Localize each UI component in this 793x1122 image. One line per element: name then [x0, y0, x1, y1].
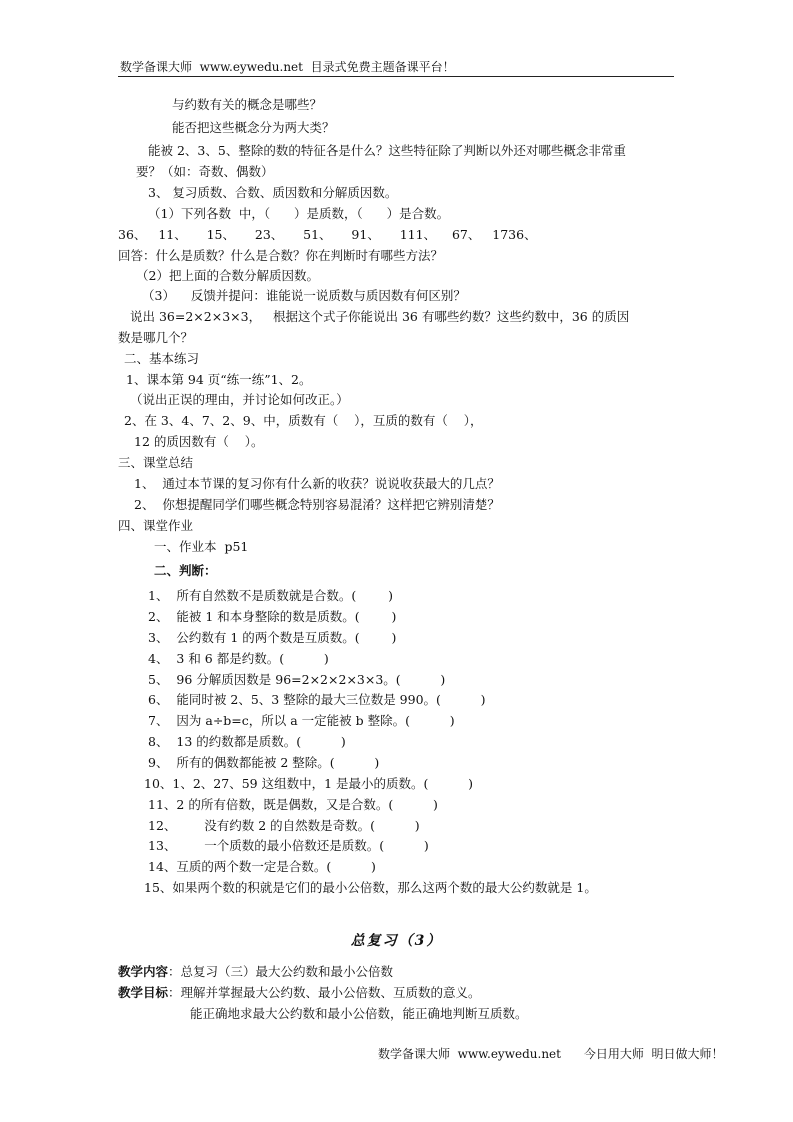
- page-header: 数学备课大师 www.eywedu.net 目录式免费主题备课平台！: [120, 60, 455, 74]
- text-line: 13、 一个质数的最小倍数还是质数。( ): [148, 838, 429, 853]
- text-line: 能否把这些概念分为两大类？: [172, 120, 335, 135]
- text-line: 6、 能同时被 2、5、3 整除的最大三位数是 990。( ): [148, 692, 486, 707]
- text-line: 3、 复习质数、合数、质因数和分解质因数。: [148, 185, 398, 200]
- text-line: 2、 能被 1 和本身整除的数是质数。( ): [148, 609, 397, 624]
- text-line: 9、 所有的偶数都能被 2 整除。( ): [148, 755, 380, 770]
- header-rule: [118, 76, 674, 77]
- teaching-content-text: ：总复习（三）最大公约数和最小公倍数: [168, 964, 394, 979]
- teaching-content-label: 教学内容: [118, 964, 169, 979]
- text-line: 12、 没有约数 2 的自然数是奇数。( ): [148, 818, 420, 833]
- text-line: 2、 你想提醒同学们哪些概念特别容易混淆？这样把它辨别清楚？: [134, 497, 500, 512]
- text-line: 一、作业本 p51: [154, 539, 249, 554]
- text-line: 7、 因为 a÷b=c，所以 a 一定能被 b 整除。( ): [148, 713, 455, 728]
- page-footer: 数学备课大师 www.eywedu.net 今日用大师 明日做大师！: [378, 1047, 724, 1061]
- text-line: 要？（如：奇数、偶数）: [136, 164, 274, 179]
- text-line: 回答：什么是质数？什么是合数？你在判断时有哪些方法？: [118, 248, 444, 263]
- teaching-goal: [118, 985, 481, 1001]
- text-line: 二、判断：: [154, 563, 217, 578]
- text-line: 4、 3 和 6 都是约数。( ): [148, 651, 329, 666]
- text-line: 3、 公约数有 1 的两个数是互质数。( ): [148, 630, 397, 645]
- text-line: 三、课堂总结: [118, 455, 194, 470]
- text-line: 12 的质因数有（ ）。: [134, 434, 264, 449]
- text-line: （2）把上面的合数分解质因数。: [136, 268, 319, 283]
- text-line: 10、1、2、27、59 这组数中，1 是最小的质数。( ): [144, 776, 474, 791]
- text-line: 1、 所有自然数不是质数就是合数。( ): [148, 588, 393, 603]
- text-line: 36、 11、 15、 23、 51、 91、 111、 67、 1736、: [118, 227, 537, 242]
- teaching-goal-label: 教学目标: [118, 985, 169, 1000]
- text-line: 与约数有关的概念是哪些？: [172, 97, 323, 112]
- teaching-goal-continued: 能正确地求最大公约数和最小公倍数，能正确地判断互质数。: [190, 1006, 528, 1021]
- text-line: 1、 通过本节课的复习你有什么新的收获？说说收获最大的几点？: [134, 476, 500, 491]
- teaching-content: [118, 964, 393, 980]
- text-line: （说出正误的理由，并讨论如何改正。）: [130, 392, 349, 407]
- text-line: 14、互质的两个数一定是合数。( ): [148, 859, 376, 874]
- text-line: （1）下列各数 中，（ ）是质数，（ ）是合数。: [148, 206, 450, 221]
- text-line: 5、 96 分解质因数是 96=2×2×2×3×3。( ): [148, 672, 446, 687]
- teaching-goal-text: ：理解并掌握最大公约数、最小公倍数、互质数的意义。: [168, 985, 481, 1000]
- section-title: 总复习（3）: [350, 933, 443, 949]
- text-line: 能被 2、3、5、整除的数的特征各是什么？这些特征除了判断以外还对哪些概念非常重: [148, 143, 626, 158]
- text-line: 数是哪几个？: [118, 330, 194, 345]
- text-line: 四、课堂作业: [118, 518, 194, 533]
- text-line: 8、 13 的约数都是质数。( ): [148, 734, 346, 749]
- text-line: 11、2 的所有倍数，既是偶数，又是合数。( ): [148, 797, 438, 812]
- text-line: （3） 反馈并提问：谁能说一说质数与质因数有何区别？: [142, 288, 466, 303]
- text-line: 说出 36=2×2×3×3， 根据这个式子你能说出 36 有哪些约数？这些约数中，36 的质因: [130, 309, 630, 324]
- text-line: 二、基本练习: [124, 351, 200, 366]
- text-line: 1、课本第 94 页“练一练”1、2。: [126, 372, 312, 387]
- text-line: 15、如果两个数的积就是它们的最小公倍数，那么这两个数的最大公约数就是 1。: [144, 880, 597, 895]
- text-line: 2、在 3、4、7、2、9、中，质数有（ ），互质的数有（ ），: [124, 413, 483, 428]
